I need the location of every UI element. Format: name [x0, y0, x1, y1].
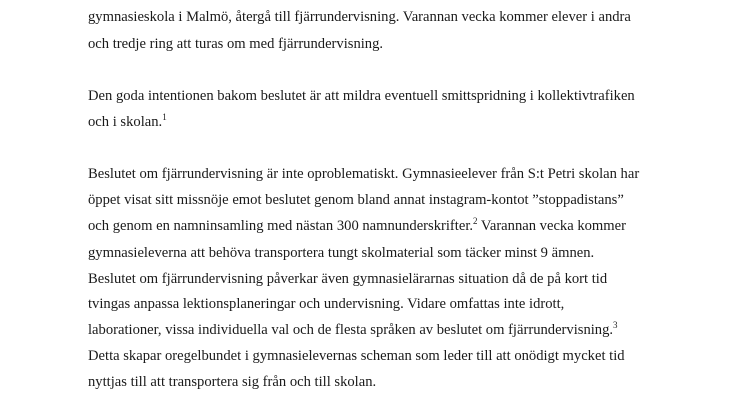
text-line	[88, 321, 618, 340]
line-text: nyttjas till att transportera sig från och till skolan.	[88, 374, 377, 390]
line-text: laborationer, vissa individuella val och de flesta språken av beslutet om fjärrundervisning.	[88, 322, 614, 338]
line-text: tvingas anpassa lektionsplaneringar och undervisning. Vidare omfattas inte idrott,	[88, 296, 565, 312]
line-text: Beslutet om fjärrundervisning är inte oproblematiskt. Gymnasieelever från S:t Petri skolan har	[88, 166, 640, 182]
footnote-marker[interactable]: 2	[473, 216, 478, 226]
text-line	[88, 270, 607, 288]
line-text: gymnasieskola i Malmö, återgå till fjärrundervisning. Varannan vecka kommer elever i andra	[88, 9, 631, 25]
line-text: och tredje ring att turas om med fjärrundervisning.	[88, 36, 384, 52]
line-text: gymnasieleverna att behöva transportera tungt skolmaterial som täcker minst 9 ämnen.	[88, 245, 595, 261]
line-text: och genom en namninsamling med nästan 300 namnunderskrifter.	[88, 218, 474, 234]
text-line	[88, 35, 383, 53]
text-line	[88, 217, 626, 236]
text-line	[88, 191, 624, 209]
footnote-marker[interactable]: 3	[613, 320, 618, 330]
line-text: och i skolan.	[88, 114, 163, 130]
line-text: Beslutet om fjärrundervisning påverkar även gymnasielärarnas situation då de på kort tid	[88, 271, 608, 287]
text-line	[88, 165, 639, 183]
line-text: Varannan vecka kommer	[477, 218, 626, 234]
text-line	[88, 113, 167, 132]
text-line	[88, 87, 635, 105]
line-text: öppet visat sitt missnöje emot beslutet genom bland annat instagram-kontot ”stoppadistans”	[88, 192, 624, 208]
text-line	[88, 244, 594, 262]
text-line	[88, 295, 564, 313]
line-text: Den goda intentionen bakom beslutet är att mildra eventuell smittspridning i kollektivtrafiken	[88, 88, 635, 104]
text-line	[88, 347, 625, 365]
text-line	[88, 373, 376, 391]
footnote-marker[interactable]: 1	[162, 112, 167, 122]
line-text: Detta skapar oregelbundet i gymnasielevernas scheman som leder till att onödigt mycket tid	[88, 348, 625, 364]
text-line	[88, 8, 631, 26]
